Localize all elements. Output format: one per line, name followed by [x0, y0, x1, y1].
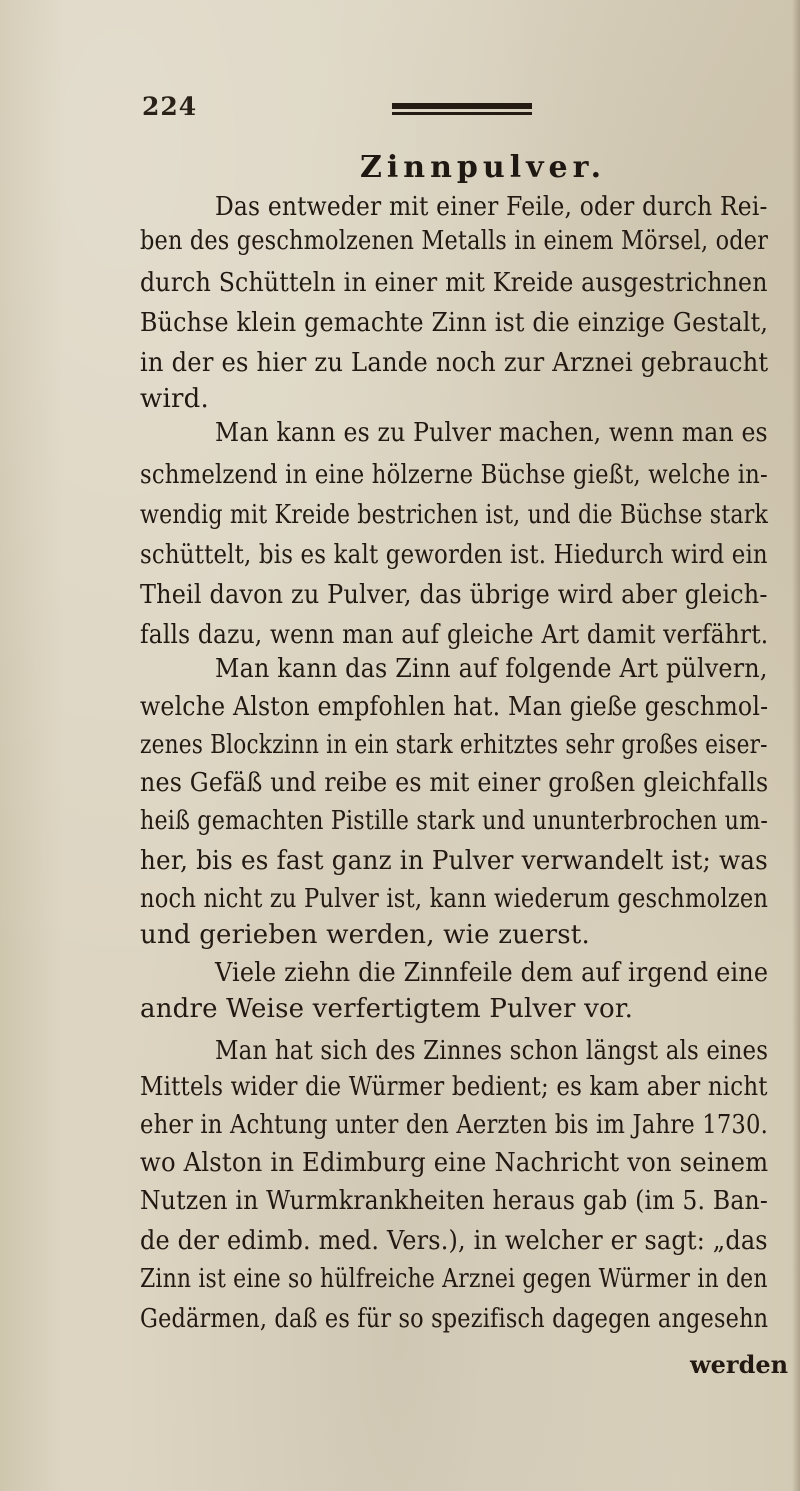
text-line: zenes Blockzinn in ein stark erhitztes sehr großes eiser- [140, 730, 768, 760]
text-line: andre Weise verfertigtem Pulver vor. [140, 994, 634, 1024]
text-line: de der edimb. med. Vers.), in welcher er sagt: „das [140, 1226, 768, 1256]
text-line: durch Schütteln in einer mit Kreide ausgestrichnen [140, 268, 768, 298]
text-line: Zinn ist eine so hülfreiche Arznei gegen Würmer in den [140, 1264, 768, 1294]
text-line: Mittels wider die Würmer bedient; es kam aber nicht [140, 1072, 768, 1102]
text-line: noch nicht zu Pulver ist, kann wiederum geschmolzen [140, 884, 769, 914]
section-title: Zinnpulver. [360, 150, 607, 185]
text-line: wendig mit Kreide bestrichen ist, und die Büchse stark [140, 500, 769, 530]
text-line: schmelzend in eine hölzerne Büchse gießt, welche in- [140, 460, 768, 490]
text-line: Gedärmen, daß es für so spezifisch dagegen angesehn [140, 1304, 769, 1334]
text-line: falls dazu, wenn man auf gleiche Art damit verfährt. [140, 620, 769, 650]
text-line: Man kann das Zinn auf folgende Art pülvern, [215, 654, 768, 684]
text-line: welche Alston empfohlen hat. Man gieße geschmol- [140, 692, 769, 722]
catchword: werden [690, 1350, 789, 1379]
text-line: Theil davon zu Pulver, das übrige wird aber gleich- [140, 580, 768, 610]
text-line: Man kann es zu Pulver machen, wenn man es [215, 418, 768, 448]
text-line: wo Alston in Edimburg eine Nachricht von seinem [140, 1148, 769, 1178]
text-line: Büchse klein gemachte Zinn ist die einzige Gestalt, [140, 308, 769, 338]
text-line: Man hat sich des Zinnes schon längst als eines [215, 1036, 769, 1066]
text-line: Nutzen in Wurmkrankheiten heraus gab (im 5. Ban- [140, 1186, 769, 1216]
text-line: Viele ziehn die Zinnfeile dem auf irgend eine [215, 958, 769, 988]
text-line: heiß gemachten Pistille stark und ununterbrochen um- [140, 806, 768, 836]
text-line: wird. [140, 384, 209, 414]
text-line: ben des geschmolzenen Metalls in einem Mörsel, oder [140, 226, 769, 256]
page-number: 224 [142, 92, 198, 121]
text-line: her, bis es fast ganz in Pulver verwandelt ist; was [140, 846, 768, 876]
text-line: nes Gefäß und reibe es mit einer großen gleichfalls [140, 768, 769, 798]
text-line: schüttelt, bis es kalt geworden ist. Hiedurch wird ein [140, 540, 768, 570]
text-line: Das entweder mit einer Feile, oder durch Rei- [215, 192, 768, 222]
text-line: eher in Achtung unter den Aerzten bis im Jahre 1730. [140, 1110, 769, 1140]
text-line: in der es hier zu Lande noch zur Arznei gebraucht [140, 348, 769, 378]
text-line: und gerieben werden, wie zuerst. [140, 920, 590, 950]
